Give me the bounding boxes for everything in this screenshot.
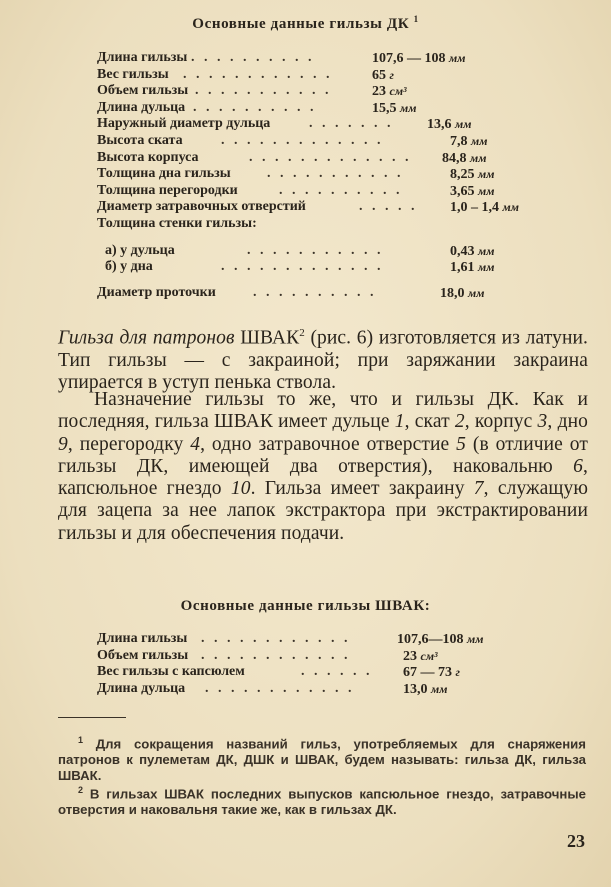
row-label: б) у дна — [105, 259, 153, 275]
leader-dots: . . . . . . . . . . . . . — [249, 149, 412, 165]
text-run: , служащую для зацепа за нее лапок экстрактора при экстрактировании гильзы и для обеспечения подачи. — [58, 478, 589, 544]
table-row — [97, 150, 557, 167]
row-unit: мм — [478, 183, 495, 198]
row-value: 0,43 — [450, 243, 475, 259]
footnote-text: Для сокращения названий гильз, употребляемых для снаряжения патронов к пулеметам ДК, ДШК и ШВАК, будем называть: гильза ДК, гильза ШВАК. — [58, 736, 586, 784]
row-label: а) у дульца — [105, 242, 175, 258]
footnote-ref-2: 2 — [299, 327, 305, 339]
row-unit: мм — [470, 150, 487, 165]
table-row — [97, 216, 557, 233]
row-value: 7,8 — [450, 133, 468, 149]
row-label: Объем гильзы — [97, 647, 189, 663]
row-label: Диаметр проточки — [97, 284, 216, 300]
table2-title: Основные данные гильзы ШВАК: — [180, 598, 431, 614]
row-value: 13,6 — [427, 117, 452, 133]
footnote-ref-1: 1 — [413, 14, 419, 24]
part-number: 3 — [537, 411, 548, 433]
row-unit: мм — [471, 133, 488, 148]
row-label: Диаметр затравочных отверстий — [97, 199, 306, 215]
part-number: 10 — [230, 478, 251, 500]
table-row — [97, 116, 557, 133]
paragraph-shvak-intro — [58, 322, 588, 394]
table1-title-text: Основные данные гильзы ДК — [192, 16, 410, 32]
row-unit: мм — [478, 243, 495, 258]
part-number: 2 — [454, 411, 465, 433]
table-row — [97, 648, 557, 665]
text-run: . Гильза имеет закраину — [250, 478, 474, 500]
row-value: 23 — [372, 84, 386, 100]
row-value: 65 — [372, 67, 386, 83]
row-unit: г — [455, 665, 460, 680]
paragraph-shvak-purpose — [58, 389, 588, 545]
row-label: Вес гильзы — [97, 66, 169, 82]
leader-dots: . . . . . . . . . . . — [195, 83, 332, 99]
leader-dots: . . . . . — [359, 199, 418, 215]
text-run: Назначение гильзы то же, что и гильзы ДК. Как и последняя, гильза ШВАК имеет дульце — [58, 389, 588, 433]
row-unit: мм — [467, 632, 484, 646]
text-run: , капсюльное гнездо — [58, 455, 588, 500]
row-value: 67 — 73 — [403, 665, 452, 681]
footnote-text: В гильзах ШВАК последних выпусков капсюльное гнездо, затравочные отверстия и наковальня такие же, как в гильзах ДК. — [58, 786, 586, 818]
table-row — [97, 83, 557, 100]
table-row — [97, 133, 557, 150]
part-number: 9 — [58, 433, 68, 455]
table-row — [97, 50, 557, 67]
row-label: Объем гильзы — [97, 83, 189, 99]
footnote-2 — [58, 782, 586, 818]
text-run: , одно затравочное отверстие — [200, 433, 457, 455]
table2 — [97, 631, 557, 697]
row-unit: г — [389, 67, 394, 82]
table-row — [97, 681, 557, 698]
lead-italic: Гильза для патронов — [58, 327, 235, 349]
row-value: 23 — [403, 648, 417, 664]
leader-dots: . . . . . . . . . . — [191, 50, 315, 65]
row-unit: мм — [468, 285, 485, 300]
leader-dots: . . . . . . . . . . . . — [201, 647, 351, 663]
table1 — [97, 50, 557, 301]
leader-dots: . . . . . . . — [309, 116, 394, 132]
wall-thickness-heading: Толщина стенки гильзы: — [97, 215, 257, 231]
row-value: 84,8 — [442, 150, 467, 166]
row-value: 15,5 — [372, 100, 397, 116]
row-value: 1,61 — [450, 260, 475, 276]
leader-dots: . . . . . . . . . . . . — [183, 66, 333, 82]
paragraph1-text: (рис. 6) изготовляется из латуни. Тип гильзы — с закраиной; при заряжании закраина упирается в уступ пенька ствола. — [58, 327, 588, 394]
row-unit: см³ — [389, 84, 407, 99]
leader-dots: . . . . . . . . . . . . . — [221, 132, 384, 148]
row-label: Вес гильзы с капсюлем — [97, 664, 245, 680]
leader-dots: . . . . . . . . . . . — [247, 242, 384, 258]
row-value: 18,0 — [440, 285, 465, 301]
row-value: 3,65 — [450, 183, 475, 199]
table-row — [97, 285, 557, 302]
leader-dots: . . . . . . . . . . . . . — [221, 259, 384, 275]
text-run: (в отличие от гильзы ДК, имеющей два отверстия), наковальню — [58, 433, 589, 477]
footnote-marker: 1 — [78, 735, 84, 745]
table-row — [97, 166, 557, 183]
part-number: 6 — [573, 455, 584, 477]
leader-dots: . . . . . . — [301, 664, 373, 680]
row-label: Высота корпуса — [97, 149, 199, 165]
row-value: 107,6—108 — [397, 632, 464, 647]
leader-dots: . . . . . . . . . . . . — [205, 680, 355, 696]
leader-dots: . . . . . . . . . . — [253, 284, 377, 300]
row-value: 13,0 — [403, 681, 428, 697]
part-number: 5 — [456, 433, 467, 455]
part-number: 1 — [394, 411, 405, 433]
table-row — [97, 100, 557, 117]
row-label: Длина дульца — [97, 680, 186, 696]
text-run: , дно — [547, 411, 588, 433]
leader-dots: . . . . . . . . . . — [193, 99, 317, 115]
text-run: , корпус — [464, 411, 538, 433]
row-unit: мм — [449, 51, 466, 65]
row-unit: см³ — [420, 648, 438, 663]
table-row — [97, 259, 557, 276]
text-run: , скат — [404, 411, 455, 433]
page-number: 23 — [567, 831, 585, 851]
footnote-divider — [58, 717, 126, 718]
table-row — [97, 631, 557, 648]
table-row — [97, 67, 557, 84]
part-number: 4 — [190, 433, 201, 455]
leader-dots: . . . . . . . . . . — [279, 182, 403, 198]
row-unit: мм — [502, 200, 519, 215]
footnote-marker: 2 — [78, 785, 84, 795]
footnote-1 — [58, 732, 586, 784]
leader-dots: . . . . . . . . . . . — [267, 166, 404, 182]
table-row — [97, 199, 557, 216]
row-unit: мм — [400, 100, 417, 115]
row-unit: мм — [455, 117, 472, 132]
row-label: Высота ската — [97, 132, 183, 148]
row-unit: мм — [478, 167, 495, 182]
row-unit: мм — [478, 260, 495, 275]
table-row — [97, 664, 557, 681]
row-label: Длина гильзы — [97, 631, 188, 646]
row-label: Длина гильзы — [97, 50, 188, 65]
table-row — [97, 243, 557, 260]
shvak-word: ШВАК — [234, 327, 300, 349]
table-row — [97, 183, 557, 200]
row-label: Толщина перегородки — [97, 182, 238, 198]
part-number: 7 — [473, 478, 484, 500]
row-value: 8,25 — [450, 167, 475, 183]
leader-dots: . . . . . . . . . . . . — [201, 631, 351, 646]
row-label: Толщина дна гильзы — [97, 166, 231, 182]
row-label: Длина дульца — [97, 99, 186, 115]
row-value: 1,0 – 1,4 — [450, 200, 499, 216]
row-unit: мм — [431, 681, 448, 696]
row-value: 107,6 — 108 — [372, 51, 446, 66]
row-label: Наружный диаметр дульца — [97, 116, 271, 132]
text-run: , перегородку — [67, 433, 191, 455]
table1-title — [0, 14, 611, 33]
